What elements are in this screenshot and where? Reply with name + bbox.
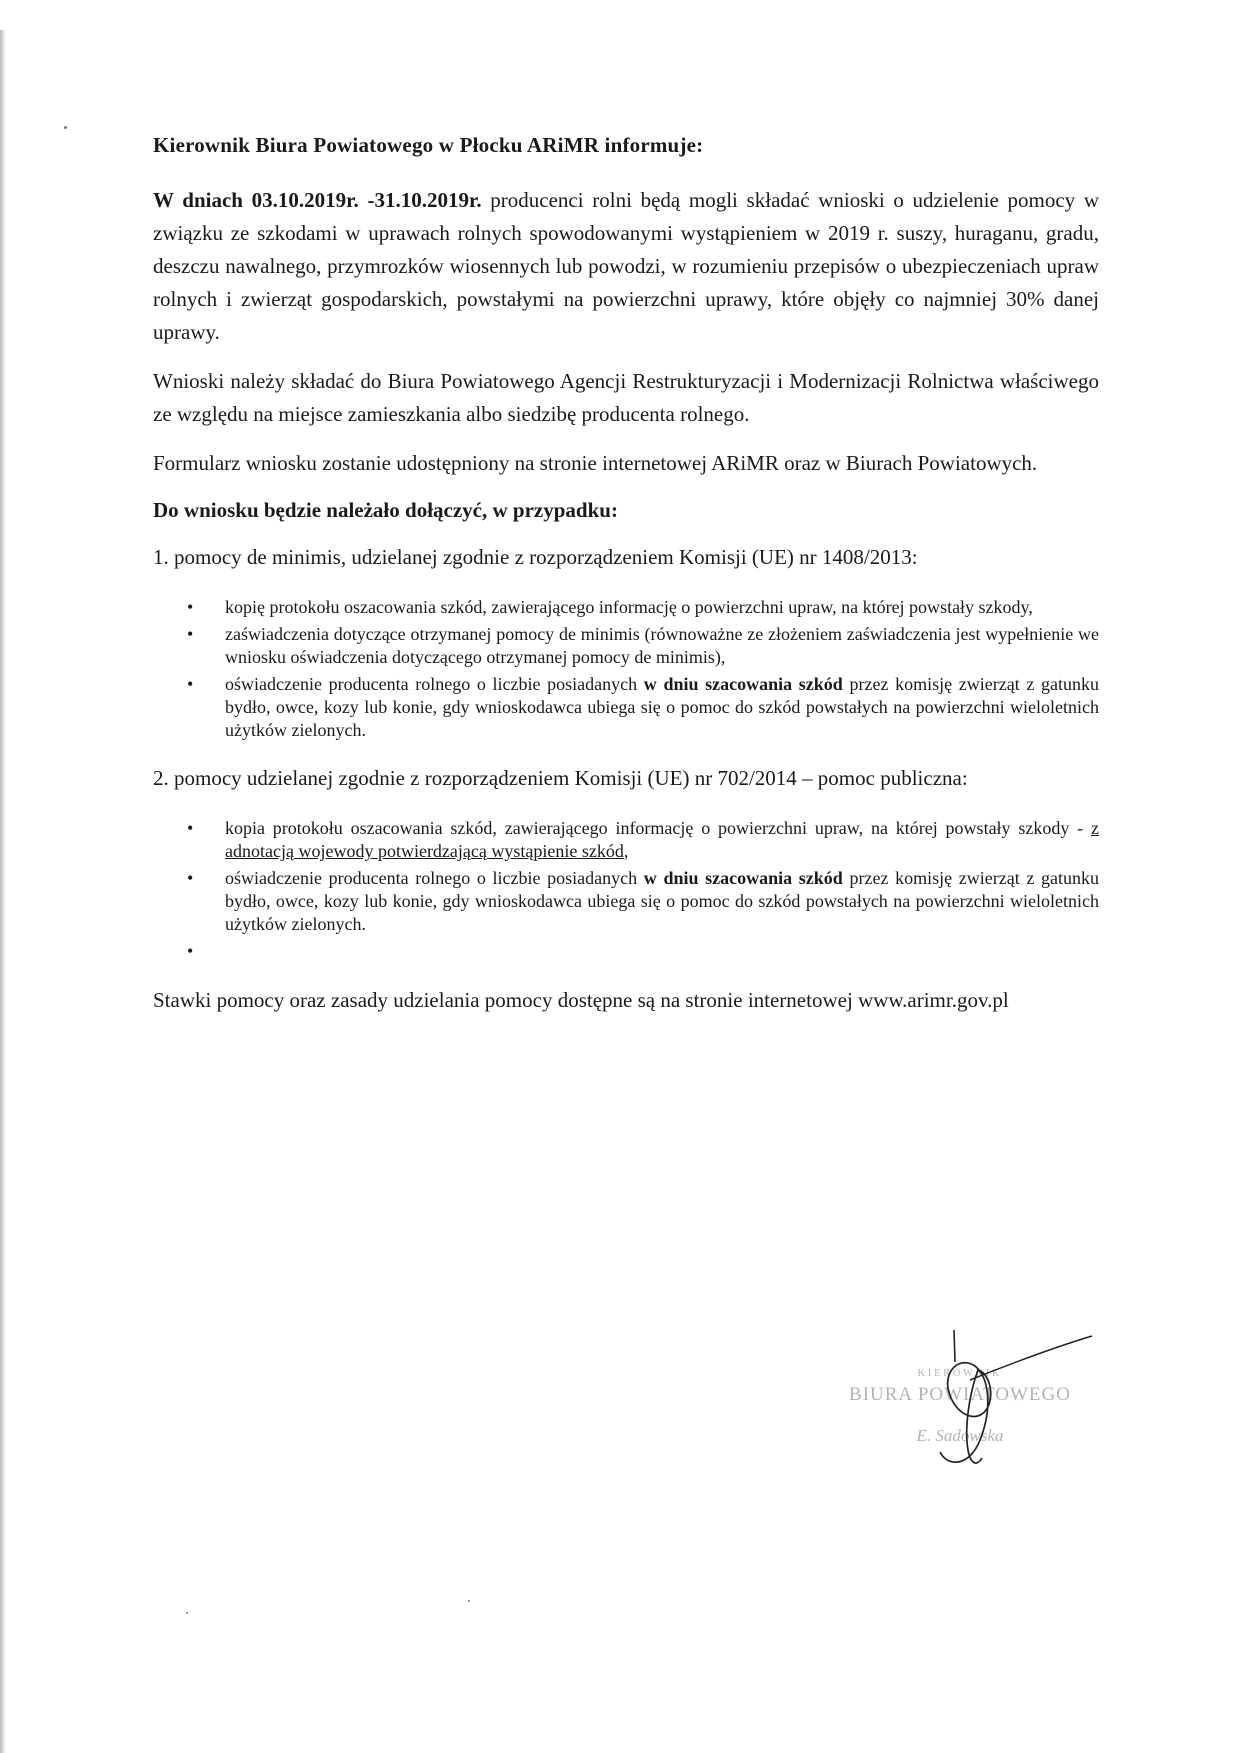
list-item (225, 817, 1099, 863)
list-item-text: przez komisję zwierząt z gatunku bydło, owce, kozy lub konie, gdy wnioskodawca ubiega się o pomoc do szkód powstałych na powierzchni wieloletnich użytków zielonych. (225, 868, 1100, 934)
scan-speck (186, 1612, 188, 1614)
list-item-text: oświadczenie producenta rolnego o liczbie posiadanych (225, 674, 644, 694)
section-2-list (153, 817, 1099, 962)
list-item-text: , (623, 841, 629, 861)
list-item: • kopię protokołu oszacowania szkód, zawierającego informację o powierzchni upraw, na której powstały szkody, (225, 596, 1099, 619)
scan-speck (64, 126, 67, 129)
intro-paragraph (153, 184, 1099, 349)
list-item-underlined: z adnotacją wojewody potwierdzającą wystąpienie szkód (225, 818, 1099, 861)
section-1-list (153, 596, 1099, 742)
document-title: Kierownik Biura Powiatowego w Płocku ARiMR informuje: (153, 133, 704, 157)
stamp-office: BIURA POWIATOWEGO (849, 1384, 1071, 1405)
handwritten-signature (820, 1330, 1110, 1510)
list-item-empty (225, 940, 1099, 962)
stamp-name: E. Sadowska (916, 1426, 1004, 1445)
list-item (225, 867, 1099, 936)
attachments-heading: Do wniosku będzie należało dołączyć, w przypadku: (153, 498, 618, 522)
list-item-text: kopia protokołu oszacowania szkód, zawierającego informację o powierzchni upraw, na której powstały szkody - (225, 818, 1091, 838)
application-dates: W dniach 03.10.2019r. -31.10.2019r. (153, 188, 482, 212)
scan-speck (468, 1600, 470, 1602)
list-item-emphasis: w dniu szacowania szkód (643, 868, 843, 888)
section-1-title: 1. pomocy de minimis, udzielanej zgodnie z rozporządzeniem Komisji (UE) nr 1408/2013: (153, 545, 918, 569)
intro-text: producenci rolni będą mogli składać wnioski o udzielenie pomocy w związku ze szkodami w uprawach rolnych spowodowanymi wystąpieniem w 2019 r. suszy, huraganu, gradu, deszczu nawalnego, przymrozków wiosennych lub powodzi, w rozumieniu przepisów o ubezpieczeniach upraw rolnych i zwierząt gospodarskich, powstałymi na powierzchni uprawy, które objęły co najmniej 30% danej uprawy. (153, 188, 1099, 344)
document-page (153, 133, 1099, 1033)
list-item-text: oświadczenie producenta rolnego o liczbie posiadanych (225, 868, 644, 888)
signature-stamp (820, 1330, 1110, 1510)
stamp-title: KIEROWNIK (917, 1368, 1003, 1379)
list-item-emphasis: w dniu szacowania szkód (643, 674, 843, 694)
closing-paragraph: Stawki pomocy oraz zasady udzielania pomocy dostępne są na stronie internetowej www.arimr.gov.pl (153, 988, 1009, 1012)
scan-edge (0, 30, 6, 1753)
section-2-title: 2. pomocy udzielanej zgodnie z rozporządzeniem Komisji (UE) nr 702/2014 – pomoc publiczna: (153, 766, 968, 790)
list-item: • zaświadczenia dotyczące otrzymanej pomocy de minimis (równoważne ze złożeniem zaświadczenia jest wypełnienie we wniosku oświadczenia dotyczącego otrzymanej pomocy de minimis), (225, 623, 1099, 669)
list-item-text: przez komisję zwierząt z gatunku bydło, owce, kozy lub konie, gdy wnioskodawca ubiega się o pomoc do szkód powstałych na powierzchni wieloletnich użytków zielonych. (225, 674, 1100, 740)
list-item (225, 673, 1099, 742)
paragraph-form-availability: Formularz wniosku zostanie udostępniony na stronie internetowej ARiMR oraz w Biurach Powiatowych. (153, 451, 1038, 475)
paragraph-where-to-submit: Wnioski należy składać do Biura Powiatowego Agencji Restrukturyzacji i Modernizacji Rolnictwa właściwego ze względu na miejsce zamieszkania albo siedzibę producenta rolnego. (153, 369, 1099, 426)
